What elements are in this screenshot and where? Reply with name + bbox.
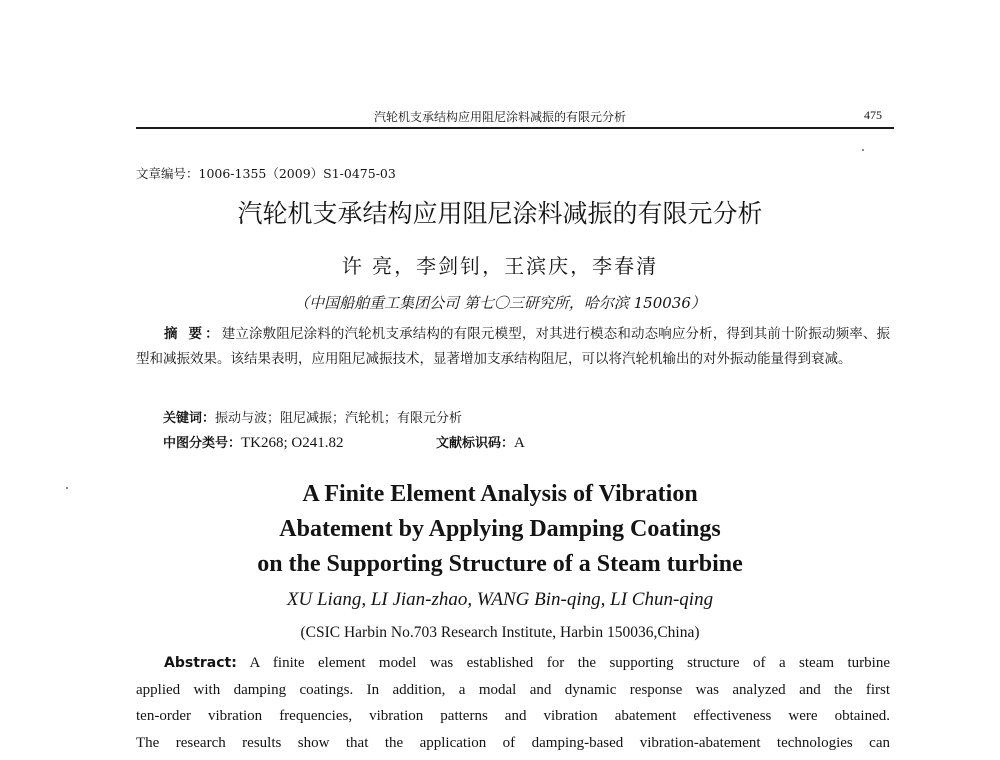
english-abstract-line: ten-order vibration frequencies, vibration patterns and vibration abatement effectiveness were obtained. xyxy=(136,708,890,724)
keywords-text: 振动与波；阻尼减振；汽轮机；有限元分析 xyxy=(215,411,463,426)
chinese-abstract-label: 摘 要： xyxy=(164,326,222,342)
english-abstract-label: Abstract: xyxy=(164,655,237,671)
english-abstract-line-text: A finite element model was established for the supporting structure of a steam turbine xyxy=(249,655,890,671)
english-title-line: A Finite Element Analysis of Vibration xyxy=(302,481,698,507)
keywords-label: 关键词： xyxy=(163,411,216,426)
chinese-title: 汽轮机支承结构应用阻尼涂料减振的有限元分析 xyxy=(237,199,763,228)
english-abstract xyxy=(136,650,890,756)
classification-label: 中图分类号： xyxy=(163,436,242,451)
document-code-line xyxy=(436,432,525,452)
running-title: 汽轮机支承结构应用阻尼涂料减振的有限元分析 xyxy=(373,110,626,124)
document-code: A xyxy=(514,435,525,451)
chinese-affiliation: （中国船舶重工集团公司 第七〇三研究所，哈尔滨 150036） xyxy=(294,294,706,312)
classification-line xyxy=(163,432,344,452)
english-abstract-line xyxy=(136,650,890,677)
english-abstract-line: applied with damping coatings. In addition, a modal and dynamic response was analyzed and the first xyxy=(136,681,890,698)
keywords-line xyxy=(163,407,462,426)
chinese-abstract xyxy=(136,322,890,372)
english-title-line: on the Supporting Structure of a Steam turbine xyxy=(257,551,743,577)
english-title-line: Abatement by Applying Damping Coatings xyxy=(279,516,721,542)
page-number: 475 xyxy=(864,108,882,122)
document-code-label: 文献标识码： xyxy=(436,436,515,451)
english-authors: XU Liang, LI Jian-zhao, WANG Bin-qing, LI Chun-qing xyxy=(286,589,714,610)
english-affiliation: (CSIC Harbin No.703 Research Institute, Harbin 150036,China) xyxy=(300,624,700,641)
header-rule xyxy=(136,127,894,129)
chinese-abstract-text: 建立涂敷阻尼涂料的汽轮机支承结构的有限元模型，对其进行模态和动态响应分析，得到其前十阶振动频率、振型和减振效果。该结果表明，应用阻尼减振技术，显著增加支承结构阻尼，可以将汽轮机输出的对外振动能量得到衰减。 xyxy=(136,326,890,367)
english-abstract-line: The research results show that the application of damping-based vibration-abatement technologies can xyxy=(136,734,890,751)
scan-speck xyxy=(862,149,864,151)
classification-code: TK268; O241.82 xyxy=(241,435,344,451)
article-number: 文章编号：1006-1355（2009）S1-0475-03 xyxy=(136,166,396,181)
chinese-authors: 许 亮，李剑钊，王滨庆，李春清 xyxy=(341,254,659,278)
